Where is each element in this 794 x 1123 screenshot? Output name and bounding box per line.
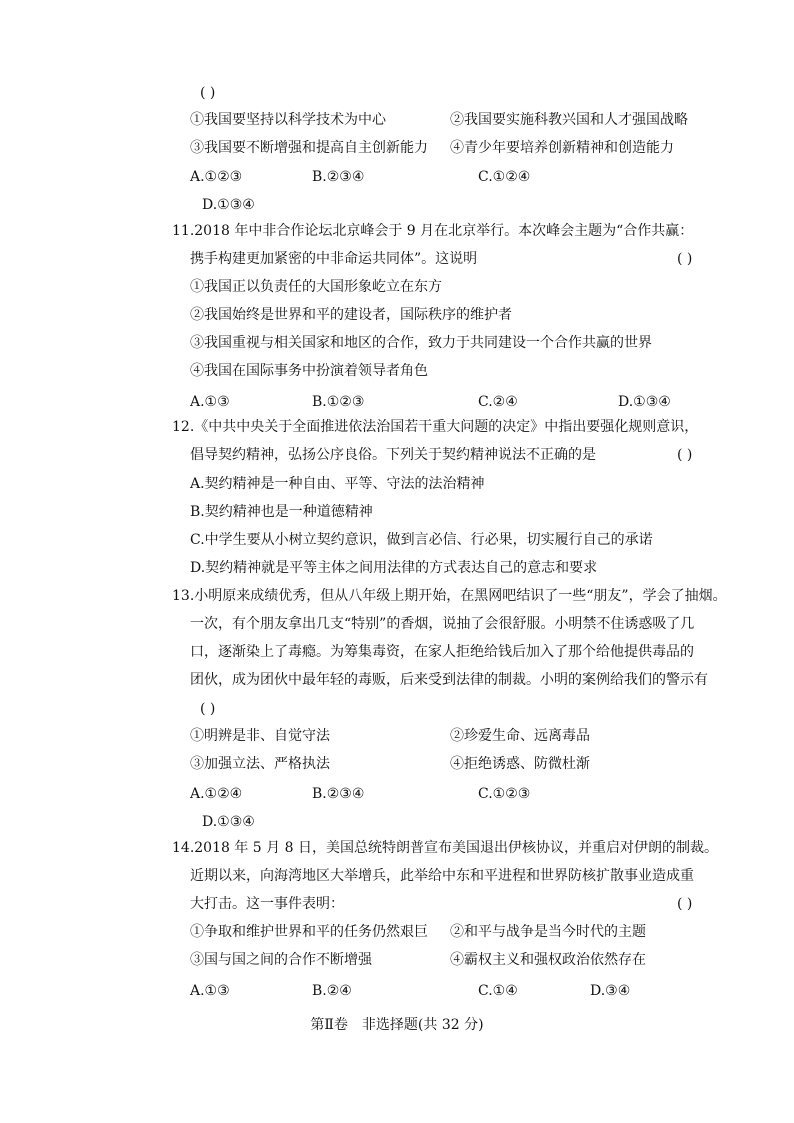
q14-choice-a: A.①③ — [190, 983, 230, 999]
q11-option-2: ②我国始终是世界和平的建设者，国际秩序的维护者 — [190, 307, 512, 323]
q14-choice-c: C.①④ — [478, 983, 518, 999]
q11-choice-d: D.①③④ — [618, 394, 671, 410]
q10-option-4: ④青少年要培养创新精神和创造能力 — [450, 140, 674, 156]
q10-choice-d: D.①③④ — [202, 197, 255, 213]
q13-option-4: ④拒绝诱惑、防微杜渐 — [450, 756, 590, 772]
q12-choice-d: D.契约精神就是平等主体之间用法律的方式表达自己的意志和要求 — [190, 560, 598, 576]
q14-answer-paren: ( ) — [677, 896, 693, 912]
q12-stem-line-1: 12.《中共中央关于全面推进依法治国若干重大问题的决定》中指出要强化规则意识， — [172, 419, 699, 435]
q11-choice-a: A.①③ — [190, 394, 230, 410]
q10-option-2: ②我国要实施科教兴国和人才强国战略 — [450, 112, 688, 128]
q13-option-2: ②珍爱生命、远离毒品 — [450, 728, 590, 744]
q11-option-4: ④我国在国际事务中扮演着领导者角色 — [190, 363, 428, 379]
q13-choice-b: B.②③④ — [312, 786, 365, 802]
q10-choice-b: B.②③④ — [312, 169, 365, 185]
q14-stem-line-1: 14.2018 年 5 月 8 日，美国总统特朗普宣布美国退出伊核协议，并重启对伊朗的制裁。 — [172, 840, 718, 856]
q12-answer-paren: ( ) — [677, 447, 693, 463]
q13-choice-c: C.①②③ — [478, 786, 531, 802]
q12-choice-c: C.中学生要从小树立契约意识，做到言必信、行必果，切实履行自己的承诺 — [190, 532, 653, 548]
q13-stem-line-1: 13.小明原来成绩优秀，但从八年级上期开始，在黑网吧结识了一些“朋友”，学会了抽烟。 — [172, 588, 727, 604]
q14-choice-d: D.③④ — [590, 983, 631, 999]
q14-option-2: ②和平与战争是当今时代的主题 — [450, 924, 646, 940]
q11-option-3: ③我国重视与相关国家和地区的合作，致力于共同建设一个合作共赢的世界 — [190, 335, 652, 351]
q13-answer-paren: ( ) — [200, 701, 216, 717]
q14-stem-line-2: 近期以来，向海湾地区大举增兵，此举给中东和平进程和世界防核扩散事业造成重 — [190, 868, 694, 884]
section-title: 第Ⅱ卷 非选择题(共 32 分) — [310, 1017, 484, 1033]
q14-option-1: ①争取和维护世界和平的任务仍然艰巨 — [190, 924, 428, 940]
q11-choice-c: C.②④ — [478, 394, 518, 410]
q14-option-4: ④霸权主义和强权政治依然存在 — [450, 952, 646, 968]
q14-option-3: ③国与国之间的合作不断增强 — [190, 952, 372, 968]
q10-choice-c: C.①②④ — [478, 169, 531, 185]
q13-stem-line-3: 口，逐渐染上了毒瘾。为筹集毒资，在家人拒绝给钱后加入了那个给他提供毒品的 — [190, 644, 694, 660]
q12-stem-line-2: 倡导契约精神，弘扬公序良俗。下列关于契约精神说法不正确的是 — [190, 447, 596, 463]
q11-answer-paren: ( ) — [677, 251, 693, 267]
q10-answer-paren: ( ) — [200, 85, 216, 101]
q10-option-3: ③我国要不断增强和提高自主创新能力 — [190, 140, 428, 156]
q13-option-1: ①明辨是非、自觉守法 — [190, 728, 330, 744]
q13-stem-line-4: 团伙，成为团伙中最年轻的毒贩，后来受到法律的制裁。小明的案例给我们的警示有 — [190, 672, 708, 688]
q14-stem-line-3: 大打击。这一事件表明： — [190, 896, 344, 912]
q10-choice-a: A.①②③ — [190, 169, 243, 185]
q12-choice-b: B.契约精神也是一种道德精神 — [190, 504, 373, 520]
q12-choice-a: A.契约精神是一种自由、平等、守法的法治精神 — [190, 476, 485, 492]
q11-option-1: ①我国正以负责任的大国形象屹立在东方 — [190, 279, 442, 295]
q11-stem-line-1: 11.2018 年中非合作论坛北京峰会于 9 月在北京举行。本次峰会主题为“合作共赢： — [172, 223, 694, 239]
q10-option-1: ①我国要坚持以科学技术为中心 — [190, 112, 386, 128]
q11-choice-b: B.①②③ — [312, 394, 365, 410]
q13-choice-a: A.①②④ — [190, 786, 243, 802]
q13-stem-line-2: 一次，有个朋友拿出几支“特别”的香烟，说抽了会很舒服。小明禁不住诱惑吸了几 — [190, 616, 695, 632]
q13-choice-d: D.①③④ — [202, 814, 255, 830]
q13-option-3: ③加强立法、严格执法 — [190, 756, 330, 772]
q11-stem-line-2: 携手构建更加紧密的中非命运共同体”。这说明 — [190, 251, 478, 267]
q14-choice-b: B.②④ — [312, 983, 352, 999]
